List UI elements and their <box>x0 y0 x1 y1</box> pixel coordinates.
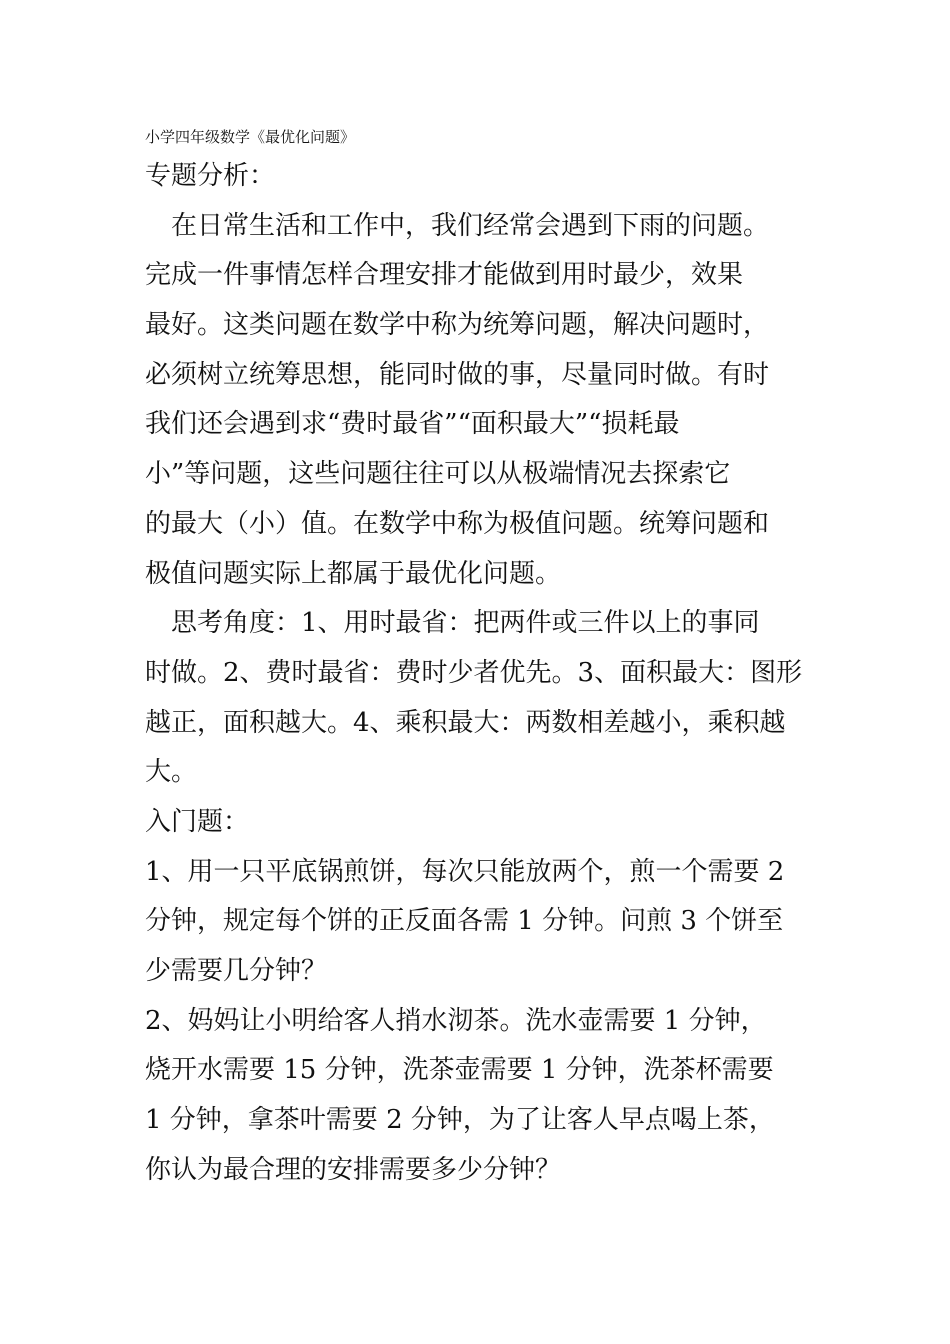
paragraph-line: 小”等问题，这些问题往往可以从极端情况去探索它 <box>145 459 731 490</box>
problem-line: 2、妈妈让小明给客人捎水沏茶。洗水壶需要 1 分钟， <box>145 1005 767 1036</box>
analysis-paragraph <box>145 202 815 600</box>
paragraph-line: 我们还会遇到求“费时最省”“面积最大”“损耗最 <box>145 409 680 440</box>
document-title: 小学四年级数学《最优化问题》 <box>145 128 356 146</box>
problem-line: 少需要几分钟？ <box>145 956 328 986</box>
section-analysis-heading: 专题分析： <box>145 161 276 191</box>
problem-line: 1、用一只平底锅煎饼，每次只能放两个，煎一个需要 2 <box>145 856 785 887</box>
paragraph-line: 的最大（小）值。在数学中称为极值问题。统筹问题和 <box>145 508 770 539</box>
paragraph-line: 越正，面积越大。4、乘积最大：两数相差越小，乘积越 <box>145 707 786 738</box>
problem-line: 分钟，规定每个饼的正反面各需 1 分钟。问煎 3 个饼至 <box>145 906 784 937</box>
problem-line: 烧开水需要 15 分钟，洗茶壶需要 1 分钟，洗茶杯需要 <box>145 1055 774 1086</box>
paragraph-line: 大。 <box>145 757 198 788</box>
paragraph-line: 最好。这类问题在数学中称为统筹问题，解决问题时， <box>145 310 770 341</box>
problem-line: 你认为最合理的安排需要多少分钟？ <box>145 1154 562 1185</box>
problem-2 <box>145 997 815 1196</box>
paragraph-line: 思考角度：1、用时最省：把两件或三件以上的事同 <box>145 608 760 639</box>
problem-line: 1 分钟，拿茶叶需要 2 分钟，为了让客人早点喝上茶， <box>145 1105 775 1136</box>
paragraph-line: 极值问题实际上都属于最优化问题。 <box>145 558 562 589</box>
paragraph-line: 必须树立统筹思想，能同时做的事，尽量同时做。有时 <box>145 359 770 390</box>
problem-1 <box>145 848 815 997</box>
section-intro-heading: 入门题： <box>145 806 250 837</box>
thinking-angles-paragraph <box>145 599 815 798</box>
document-body <box>145 152 815 1195</box>
paragraph-line: 完成一件事情怎样合理安排才能做到用时最少，效果 <box>145 260 744 291</box>
paragraph-line: 在日常生活和工作中，我们经常会遇到下雨的问题。 <box>145 210 770 241</box>
paragraph-line: 时做。2、费时最省：费时少者优先。3、面积最大：图形 <box>145 657 803 688</box>
